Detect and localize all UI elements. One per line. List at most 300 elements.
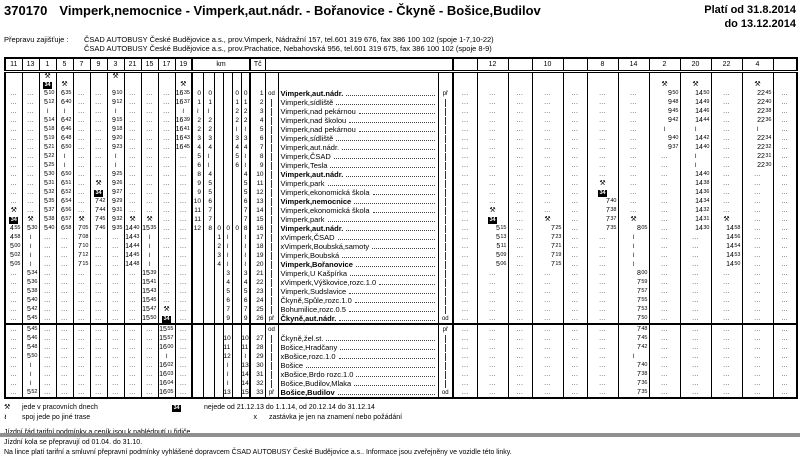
time-cell: 748	[618, 324, 649, 334]
minutes: 21	[555, 243, 562, 250]
minutes: 44	[703, 117, 710, 124]
cell	[508, 206, 532, 215]
cell	[649, 161, 680, 170]
no-service-dots: ...	[571, 362, 579, 369]
time-cell: 502	[5, 251, 22, 260]
cell	[563, 98, 587, 107]
minutes: 48	[31, 344, 38, 351]
cell	[649, 179, 680, 188]
no-service-dots: ...	[571, 162, 579, 169]
minutes: 43	[150, 288, 157, 295]
cell	[90, 125, 107, 134]
direction-marker-right	[438, 116, 453, 125]
cell	[680, 81, 711, 89]
dotted-leader	[336, 103, 434, 105]
cell	[618, 125, 649, 134]
no-service-dots: ...	[692, 380, 699, 387]
km-cell	[203, 161, 214, 170]
no-service-dots: ...	[10, 108, 17, 115]
cell	[618, 81, 649, 89]
cell	[5, 361, 22, 370]
cell	[680, 305, 711, 314]
km-cell	[232, 215, 241, 224]
no-service-dots: ...	[10, 180, 17, 187]
minutes: 56	[65, 207, 72, 214]
minutes: 19	[555, 252, 562, 259]
cell	[532, 188, 563, 197]
cell	[532, 179, 563, 188]
time-cell: 0	[241, 89, 250, 98]
cell	[563, 134, 587, 143]
direction-arrow-line	[271, 335, 272, 343]
km-cell	[203, 260, 214, 269]
cell	[90, 107, 107, 116]
no-service-dots: ...	[516, 117, 524, 124]
cell	[742, 251, 773, 260]
cell	[107, 72, 124, 82]
cell	[453, 134, 477, 143]
no-service-dots: ...	[599, 380, 606, 387]
no-service-dots: ...	[461, 279, 469, 286]
direction-marker-right	[438, 179, 453, 188]
no-service-dots: ...	[78, 362, 85, 369]
time-cell: 1444	[680, 116, 711, 125]
cell	[532, 324, 563, 334]
station-name-cell	[278, 361, 438, 370]
cell	[278, 81, 438, 89]
cell	[39, 242, 56, 251]
cell	[90, 352, 107, 361]
cell	[649, 334, 680, 343]
cell	[587, 98, 618, 107]
cell	[124, 152, 141, 161]
time-cell: 1547	[142, 306, 157, 314]
cell	[158, 98, 175, 107]
cell	[680, 242, 711, 251]
no-service-dots: ...	[692, 306, 699, 313]
minutes: 45	[765, 90, 772, 97]
no-service-dots: ...	[10, 326, 17, 333]
no-service-dots: ...	[571, 198, 579, 205]
cell	[73, 361, 90, 370]
time-cell: 652	[56, 188, 73, 197]
cell	[453, 116, 477, 125]
minutes: 40	[703, 171, 710, 178]
station-row	[5, 143, 797, 152]
time-cell: 1543	[142, 288, 157, 296]
cell	[587, 72, 618, 82]
cell	[73, 125, 90, 134]
km-cell	[203, 334, 214, 343]
time-cell: 3	[203, 134, 214, 143]
minutes: 00	[167, 344, 174, 351]
no-service-dots: ...	[599, 326, 606, 333]
cell	[508, 125, 532, 134]
cell	[563, 170, 587, 179]
cell	[587, 269, 618, 278]
cell	[773, 251, 797, 260]
note-line: Na lince platí tarifní a smluvní přepravní podmínky vyhlášené dopravcem ČSAD AUTOBUSY České Budějovice a.s.. Informace jsou zveřejněny ve vozidle této linky.	[4, 448, 512, 456]
no-service-dots: ...	[461, 135, 469, 142]
cell	[508, 278, 532, 287]
no-service-dots: ...	[661, 326, 668, 333]
time-cell: 0	[232, 224, 241, 233]
time-cell: 2	[232, 107, 241, 116]
no-service-dots: ...	[661, 243, 668, 250]
cell	[453, 188, 477, 197]
no-service-dots: ...	[10, 344, 17, 351]
direction-arrow-line	[271, 144, 272, 152]
time-cell: 950	[649, 89, 680, 98]
time-cell: 757	[618, 287, 649, 296]
cell	[214, 81, 223, 89]
no-service-dots: ...	[723, 180, 730, 187]
cell	[477, 125, 508, 134]
cell	[22, 72, 39, 82]
cell	[587, 343, 618, 352]
no-service-dots: ...	[61, 261, 68, 268]
time-cell: 9	[192, 188, 203, 197]
minutes: 58	[14, 234, 21, 241]
cell	[124, 116, 141, 125]
cell	[477, 98, 508, 107]
cell	[90, 188, 107, 197]
no-service-dots: ...	[27, 135, 34, 142]
no-service-dots: ...	[754, 362, 761, 369]
cell	[587, 152, 618, 161]
cell	[107, 296, 124, 305]
station-name: Bohumilice,rozc.0.5	[280, 305, 346, 314]
time-cell: 536	[22, 278, 39, 287]
no-service-dots: ...	[461, 288, 469, 295]
cell	[56, 278, 73, 287]
km-cell	[223, 215, 232, 224]
time-cell: 9	[241, 314, 250, 324]
cell	[711, 388, 742, 398]
time-cell: 14	[241, 380, 249, 388]
cell	[711, 170, 742, 179]
no-service-dots: ...	[44, 234, 51, 241]
direction-marker-left	[265, 260, 278, 269]
no-service-dots: ...	[516, 198, 524, 205]
station-name: Vimperk,Sudslavice	[280, 287, 347, 296]
no-service-dots: ...	[571, 315, 579, 322]
cell	[73, 334, 90, 343]
cell	[73, 188, 90, 197]
cell	[453, 334, 477, 343]
cell	[158, 81, 175, 89]
no-service-dots: ...	[692, 389, 699, 396]
cell	[508, 361, 532, 370]
cell	[477, 215, 508, 224]
station-row	[5, 260, 797, 269]
dotted-leader	[328, 184, 435, 186]
no-service-dots: ...	[95, 153, 102, 160]
time-cell: 708	[73, 233, 90, 242]
cell	[587, 143, 618, 152]
no-service-dots: ...	[10, 189, 17, 196]
cell	[587, 116, 618, 125]
minutes: 45	[150, 297, 157, 304]
timetable-grid	[4, 57, 798, 399]
station-name-cell	[278, 224, 438, 233]
cell	[158, 215, 175, 224]
time-cell: 742	[618, 343, 649, 352]
no-service-dots: ...	[146, 108, 153, 115]
time-cell: 538	[39, 215, 56, 224]
cell	[158, 269, 175, 278]
time-cell: 1440	[125, 225, 140, 233]
time-cell: 1444	[125, 243, 140, 251]
minutes: 55	[167, 326, 174, 333]
cell	[107, 314, 124, 324]
cell	[649, 370, 680, 379]
no-service-dots: ...	[129, 144, 136, 151]
no-service-dots: ...	[781, 225, 788, 232]
cell	[90, 116, 107, 125]
cell	[90, 143, 107, 152]
cell	[223, 81, 232, 89]
km-cell	[214, 296, 223, 305]
time-cell: 1643	[175, 135, 190, 143]
cell	[563, 206, 587, 215]
direction-marker-left	[265, 116, 278, 125]
tc-cell: 20	[250, 260, 265, 269]
cell	[22, 107, 39, 116]
cell	[241, 72, 250, 82]
minutes: 39	[183, 117, 190, 124]
no-service-dots: ...	[599, 344, 606, 351]
cell	[773, 107, 797, 116]
tc-cell: 24	[250, 296, 265, 305]
cell	[56, 287, 73, 296]
no-service-dots: ...	[27, 126, 34, 133]
no-service-dots: ...	[95, 126, 102, 133]
direction-marker-left	[265, 215, 278, 224]
km-cell	[192, 296, 203, 305]
time-cell: 7	[203, 206, 214, 215]
time-cell: 721	[532, 242, 563, 251]
tc-cell: 33	[250, 388, 265, 398]
no-service-dots: ...	[163, 126, 170, 133]
tc-cell: 15	[250, 215, 265, 224]
cell	[532, 215, 563, 224]
cell	[618, 170, 649, 179]
no-service-dots: ...	[95, 234, 102, 241]
time-cell: 940	[649, 134, 680, 143]
no-service-dots: ...	[179, 207, 187, 214]
km-cell	[223, 125, 232, 134]
column-header: 20	[680, 58, 711, 72]
cell	[5, 170, 22, 179]
time-cell: 715	[532, 260, 563, 269]
direction-arrow-line	[445, 344, 446, 352]
workdays-icon: ⚒	[44, 73, 51, 81]
minutes: 50	[31, 353, 38, 360]
cell	[124, 361, 141, 370]
cell	[175, 206, 192, 215]
no-service-dots: ...	[129, 371, 136, 378]
cell	[141, 334, 158, 343]
minutes: 34	[31, 270, 38, 277]
time-cell: 458	[5, 233, 22, 242]
minutes: 50	[65, 171, 72, 178]
cell	[649, 72, 680, 82]
km-cell	[192, 242, 203, 251]
no-service-dots: ...	[516, 389, 524, 396]
no-service-dots: ...	[723, 90, 730, 97]
time-cell: 740	[618, 361, 649, 370]
station-row	[5, 116, 797, 125]
cell	[39, 343, 56, 352]
cell	[56, 233, 73, 242]
minutes: 58	[65, 225, 72, 232]
cell	[39, 314, 56, 324]
cell	[56, 334, 73, 343]
no-service-dots: ...	[129, 126, 136, 133]
direction-arrow-line	[445, 270, 446, 278]
time-cell: 2	[232, 116, 241, 125]
minutes: 27	[116, 189, 123, 196]
cell	[158, 206, 175, 215]
no-service-dots: ...	[78, 180, 85, 187]
cell	[477, 143, 508, 152]
no-service-dots: ...	[78, 99, 85, 106]
no-service-dots: ...	[129, 198, 136, 205]
no-service-dots: ...	[723, 288, 730, 295]
direction-arrow-line	[271, 270, 272, 278]
minutes: 54	[734, 243, 741, 250]
note-34-badge: 34	[489, 216, 496, 223]
route-title: Vimperk,nemocnice - Vimperk,aut.nádr. - Bořanovice - Čkyně - Bošice,Budilov	[59, 3, 541, 18]
route-deviation-icon: ≀	[632, 242, 635, 250]
time-cell: 3	[192, 134, 203, 143]
cell	[107, 152, 124, 161]
no-service-dots: ...	[461, 207, 469, 214]
no-service-dots: ...	[163, 198, 170, 205]
direction-marker-right	[438, 107, 453, 116]
direction-marker-left: př	[265, 314, 278, 324]
cell	[587, 324, 618, 334]
cell	[773, 314, 797, 324]
time-cell: 552	[22, 388, 39, 398]
time-cell: 2	[241, 107, 250, 116]
minutes: 59	[641, 279, 648, 286]
cell	[711, 125, 742, 134]
cell	[587, 361, 618, 370]
no-service-dots: ...	[163, 279, 170, 286]
cell	[124, 370, 141, 379]
time-cell: 2230	[742, 161, 773, 170]
no-service-dots: ...	[754, 225, 761, 232]
no-service-dots: ...	[516, 261, 524, 268]
dotted-leader	[350, 274, 434, 276]
route-deviation-icon: ≀	[243, 233, 247, 241]
no-service-dots: ...	[78, 371, 85, 378]
workdays-icon: ⚒	[692, 81, 699, 89]
column-header: 12	[477, 58, 508, 72]
no-service-dots: ...	[163, 99, 170, 106]
dotted-leader	[349, 292, 434, 294]
route-deviation-icon: ≀	[148, 242, 151, 250]
km-cell	[203, 361, 214, 370]
direction-arrow-line	[445, 380, 446, 388]
time-cell: 742	[90, 197, 107, 206]
minutes: 35	[48, 198, 55, 205]
cell	[649, 242, 680, 251]
cell	[124, 161, 141, 170]
cell	[90, 334, 107, 343]
tc-cell: 27	[250, 334, 265, 343]
cell	[508, 116, 532, 125]
direction-marker-right	[438, 233, 453, 242]
cell	[508, 324, 532, 334]
km-cell	[192, 278, 203, 287]
no-service-dots: ...	[571, 288, 579, 295]
no-service-dots: ...	[754, 234, 761, 241]
cell	[680, 343, 711, 352]
cell	[158, 251, 175, 260]
time-cell: 4	[241, 170, 250, 179]
station-row	[5, 334, 797, 343]
no-service-dots: ...	[754, 371, 761, 378]
cell	[158, 278, 175, 287]
cell	[680, 152, 711, 161]
cell	[563, 188, 587, 197]
cell	[265, 81, 278, 89]
cell	[711, 287, 742, 296]
no-service-dots: ...	[661, 288, 668, 295]
cell	[90, 152, 107, 161]
cell	[107, 269, 124, 278]
cell	[680, 161, 711, 170]
cell	[141, 197, 158, 206]
no-service-dots: ...	[10, 270, 17, 277]
no-service-dots: ...	[661, 153, 668, 160]
validity-dates	[704, 3, 796, 32]
no-service-dots: ...	[95, 135, 102, 142]
no-service-dots: ...	[661, 261, 668, 268]
km-cell	[214, 388, 223, 398]
no-service-dots: ...	[692, 335, 699, 342]
no-service-dots: ...	[661, 353, 668, 360]
no-service-dots: ...	[61, 326, 68, 333]
direction-marker-left	[265, 251, 278, 260]
cell	[5, 107, 22, 116]
minutes: 19	[48, 135, 55, 142]
cell	[107, 361, 124, 370]
cell	[587, 125, 618, 134]
no-service-dots: ...	[95, 252, 102, 259]
cell	[175, 161, 192, 170]
cell	[158, 116, 175, 125]
no-service-dots: ...	[754, 353, 761, 360]
no-service-dots: ...	[129, 306, 136, 313]
km-cell	[232, 324, 241, 334]
cell	[39, 278, 56, 287]
cell	[158, 296, 175, 305]
minutes: 36	[765, 117, 772, 124]
no-service-dots: ...	[27, 117, 34, 124]
cell	[175, 251, 192, 260]
legend-row	[4, 403, 796, 412]
direction-arrow-line	[445, 162, 446, 170]
no-service-dots: ...	[129, 279, 136, 286]
cell	[90, 269, 107, 278]
cell	[742, 81, 773, 89]
no-service-dots: ...	[61, 270, 68, 277]
no-service-dots: ...	[95, 389, 102, 396]
